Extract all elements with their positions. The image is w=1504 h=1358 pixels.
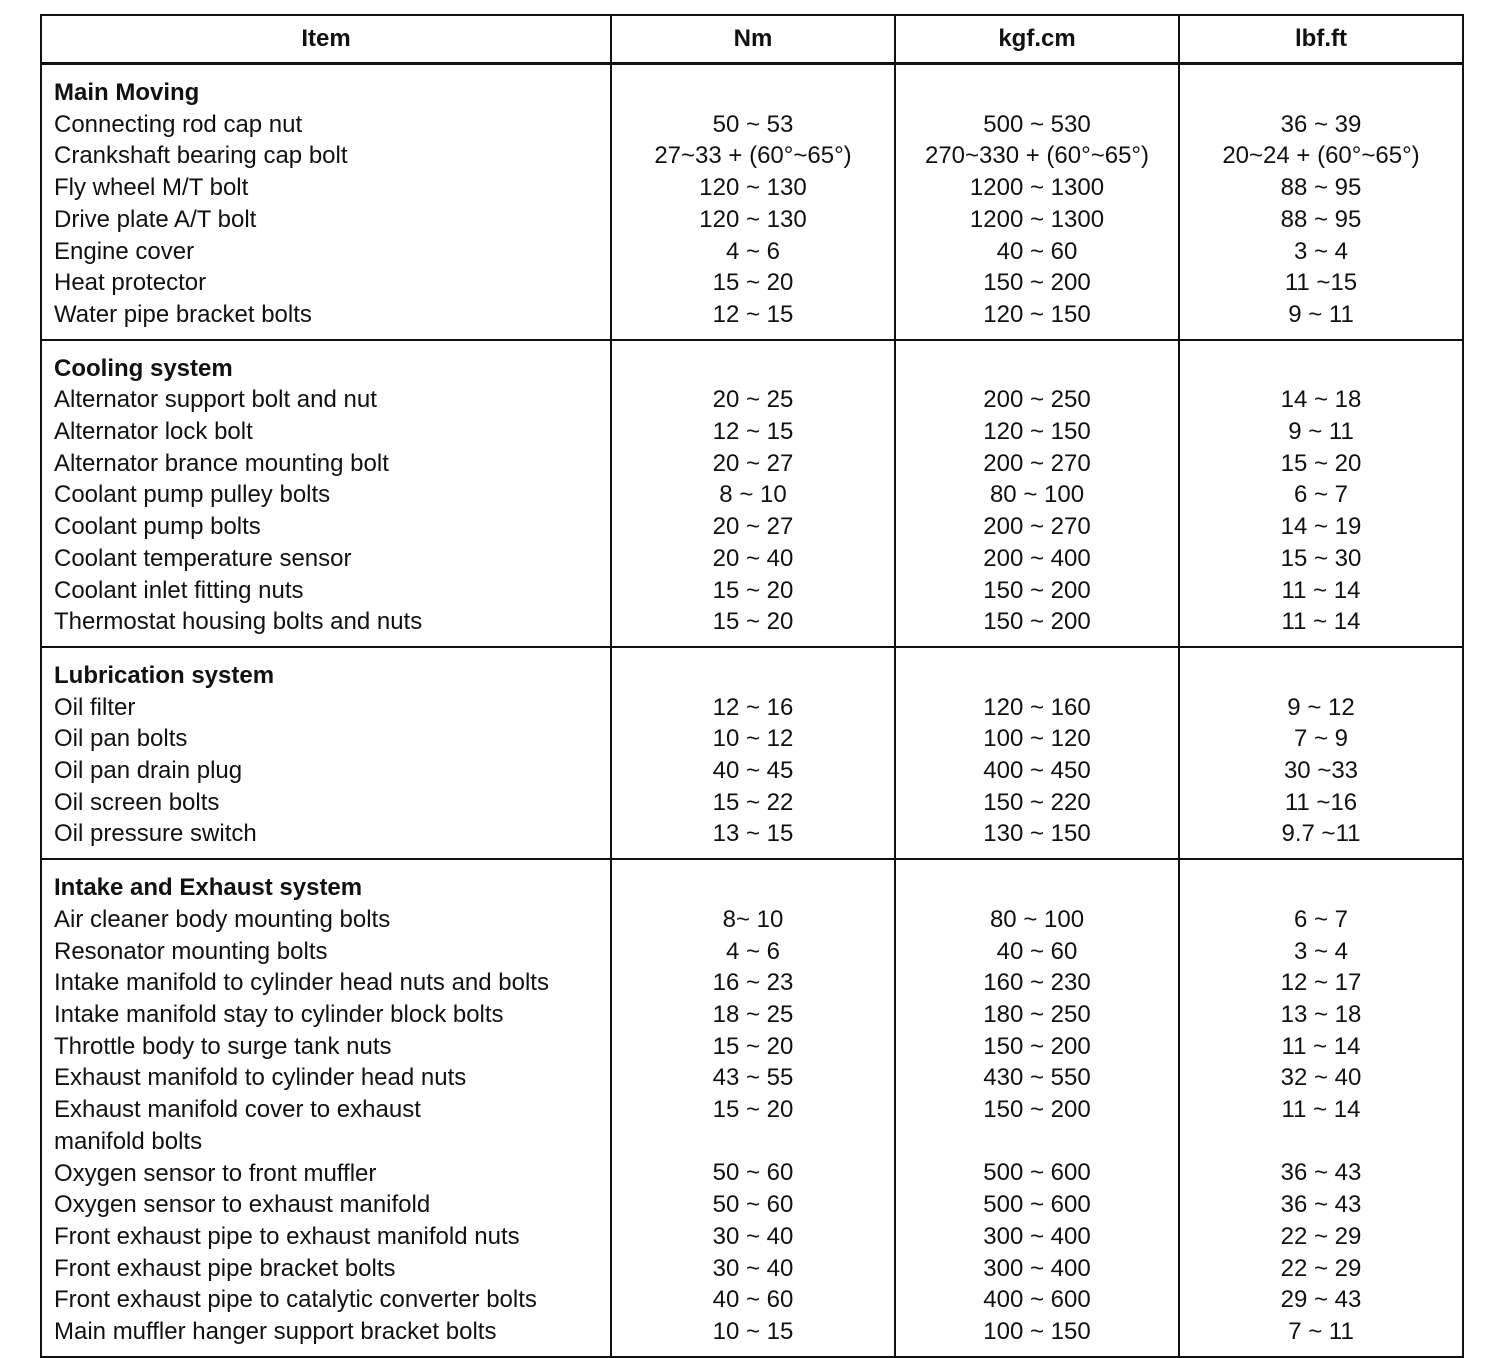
section-spacer bbox=[1180, 77, 1462, 109]
lbf-value: 14 ~ 19 bbox=[1280, 513, 1362, 541]
nm-value: 15 ~ 20 bbox=[712, 1032, 794, 1060]
item-name: Coolant pump bolts bbox=[54, 513, 261, 541]
section-spacer bbox=[896, 872, 1178, 904]
item-name: Front exhaust pipe bracket bolts bbox=[54, 1254, 396, 1282]
kgf-value: 130 ~ 150 bbox=[983, 820, 1091, 848]
lbf-value: 13 ~ 18 bbox=[1280, 1000, 1362, 1028]
nm-value: 50 ~ 60 bbox=[712, 1191, 794, 1219]
nm-value: 30 ~ 40 bbox=[712, 1222, 794, 1250]
kgf-value: 430 ~ 550 bbox=[983, 1064, 1091, 1092]
table-section bbox=[41, 859, 1463, 1357]
lbf-value: 7 ~ 11 bbox=[1288, 1317, 1354, 1345]
kgf-value: 150 ~ 220 bbox=[983, 788, 1091, 816]
item-name: Oil pan drain plug bbox=[54, 757, 243, 785]
lbf-value: 29 ~ 43 bbox=[1280, 1286, 1362, 1314]
nm-value: 10 ~ 12 bbox=[712, 725, 794, 753]
lbf-column-cell bbox=[1179, 340, 1463, 647]
kgf-value: 160 ~ 230 bbox=[983, 969, 1091, 997]
kgf-column-cell bbox=[895, 340, 1179, 647]
item-name: Coolant temperature sensor bbox=[54, 544, 352, 572]
nm-value: 12 ~ 16 bbox=[712, 693, 794, 721]
lbf-value: 22 ~ 29 bbox=[1280, 1222, 1362, 1250]
item-name: Alternator lock bolt bbox=[54, 418, 253, 446]
nm-value: 50 ~ 53 bbox=[712, 110, 794, 138]
section-spacer bbox=[1180, 872, 1462, 904]
header-item: Item bbox=[41, 15, 611, 64]
section-spacer bbox=[612, 353, 894, 385]
section-title: Main Moving bbox=[54, 79, 200, 106]
item-name: Thermostat housing bolts and nuts bbox=[54, 608, 423, 636]
kgf-value: 500 ~ 530 bbox=[983, 110, 1091, 138]
nm-column-cell bbox=[611, 859, 895, 1357]
kgf-value: 150 ~ 200 bbox=[983, 576, 1091, 604]
item-name: Alternator support bolt and nut bbox=[54, 386, 377, 414]
kgf-value: 500 ~ 600 bbox=[983, 1159, 1091, 1187]
nm-value: 12 ~ 15 bbox=[712, 300, 794, 328]
kgf-value: 500 ~ 600 bbox=[983, 1191, 1091, 1219]
kgf-value: 1200 ~ 1300 bbox=[969, 174, 1105, 202]
kgf-value: 100 ~ 120 bbox=[983, 725, 1091, 753]
nm-value: 20 ~ 27 bbox=[712, 513, 794, 541]
item-name: Crankshaft bearing cap bolt bbox=[54, 142, 348, 170]
section-spacer bbox=[896, 353, 1178, 385]
nm-value: 16 ~ 23 bbox=[712, 969, 794, 997]
lbf-column-cell bbox=[1179, 64, 1463, 340]
lbf-value: 11 ~ 14 bbox=[1281, 576, 1361, 604]
item-name: Connecting rod cap nut bbox=[54, 110, 303, 138]
kgf-value: 120 ~ 160 bbox=[983, 693, 1091, 721]
item-name: Water pipe bracket bolts bbox=[54, 300, 312, 328]
nm-column-cell bbox=[611, 64, 895, 340]
lbf-value: 3 ~ 4 bbox=[1293, 937, 1349, 965]
header-kgf-cm: kgf.cm bbox=[895, 15, 1179, 64]
kgf-value: 180 ~ 250 bbox=[983, 1000, 1091, 1028]
table-section bbox=[41, 340, 1463, 647]
table-section bbox=[41, 647, 1463, 859]
item-column-cell bbox=[41, 340, 611, 647]
section-spacer bbox=[612, 660, 894, 692]
kgf-value: 150 ~ 200 bbox=[983, 1032, 1091, 1060]
kgf-value: 120 ~ 150 bbox=[983, 418, 1091, 446]
lbf-value: 11 ~16 bbox=[1284, 788, 1358, 816]
item-name: Drive plate A/T bolt bbox=[54, 205, 257, 233]
item-name: Oil pan bolts bbox=[54, 725, 188, 753]
lbf-value: 6 ~ 7 bbox=[1293, 481, 1349, 509]
nm-value: 15 ~ 20 bbox=[712, 608, 794, 636]
lbf-value: 3 ~ 4 bbox=[1293, 237, 1349, 265]
nm-value: 40 ~ 45 bbox=[712, 757, 794, 785]
item-name: Oil screen bolts bbox=[54, 788, 220, 816]
nm-value: 20 ~ 27 bbox=[712, 449, 794, 477]
kgf-value: 40 ~ 60 bbox=[996, 237, 1078, 265]
lbf-value: 36 ~ 43 bbox=[1280, 1159, 1362, 1187]
nm-value: 43 ~ 55 bbox=[712, 1064, 794, 1092]
nm-value: 40 ~ 60 bbox=[712, 1286, 794, 1314]
item-name: Engine cover bbox=[54, 237, 195, 265]
item-name: Front exhaust pipe to catalytic converter bolts bbox=[54, 1286, 537, 1314]
section-title: Lubrication system bbox=[54, 661, 275, 689]
item-name: Oil filter bbox=[54, 693, 136, 721]
item-name: Heat protector bbox=[54, 269, 207, 297]
nm-value: 15 ~ 22 bbox=[712, 788, 794, 816]
item-name: Oxygen sensor to front muffler bbox=[54, 1159, 377, 1187]
lbf-value: 20~24 + (60°~65°) bbox=[1222, 142, 1420, 170]
nm-value: 15 ~ 20 bbox=[712, 269, 794, 297]
kgf-column-cell bbox=[895, 647, 1179, 859]
item-name: Front exhaust pipe to exhaust manifold nuts bbox=[54, 1222, 520, 1250]
lbf-value: 9 ~ 11 bbox=[1288, 418, 1354, 446]
kgf-value: 200 ~ 400 bbox=[983, 544, 1091, 572]
nm-value: 120 ~ 130 bbox=[699, 174, 807, 202]
kgf-value: 100 ~ 150 bbox=[983, 1317, 1091, 1345]
nm-value: 30 ~ 40 bbox=[712, 1254, 794, 1282]
kgf-value: 300 ~ 400 bbox=[983, 1222, 1091, 1250]
section-row bbox=[41, 859, 1463, 1357]
item-name: Fly wheel M/T bolt bbox=[54, 174, 249, 202]
item-name: Intake manifold to cylinder head nuts and bolts bbox=[54, 969, 549, 997]
item-name: Coolant pump pulley bolts bbox=[54, 481, 331, 509]
section-row bbox=[41, 64, 1463, 340]
kgf-value: 150 ~ 200 bbox=[983, 269, 1091, 297]
nm-value: 4 ~ 6 bbox=[725, 937, 781, 965]
lbf-value: 9.7 ~11 bbox=[1281, 820, 1361, 848]
section-spacer bbox=[1180, 353, 1462, 385]
lbf-value: 15 ~ 20 bbox=[1280, 449, 1362, 477]
lbf-value: 36 ~ 39 bbox=[1280, 110, 1362, 138]
item-name: Intake manifold stay to cylinder block bolts bbox=[54, 1000, 504, 1028]
nm-value: 15 ~ 20 bbox=[712, 576, 794, 604]
item-name: Exhaust manifold cover to exhaust manifold bolts bbox=[54, 1096, 421, 1155]
nm-value: 8~ 10 bbox=[722, 905, 784, 933]
header-row bbox=[41, 15, 1463, 64]
lbf-value: 6 ~ 7 bbox=[1293, 905, 1349, 933]
lbf-value: 14 ~ 18 bbox=[1280, 386, 1362, 414]
lbf-value: 11 ~15 bbox=[1284, 269, 1358, 297]
kgf-column-cell bbox=[895, 859, 1179, 1357]
table-section bbox=[41, 64, 1463, 340]
item-name: Resonator mounting bolts bbox=[54, 937, 328, 965]
section-row bbox=[41, 647, 1463, 859]
item-name: Oxygen sensor to exhaust manifold bbox=[54, 1191, 431, 1219]
lbf-value: 11 ~ 14 bbox=[1281, 1032, 1361, 1060]
nm-value: 15 ~ 20 bbox=[712, 1096, 794, 1124]
kgf-value: 40 ~ 60 bbox=[996, 937, 1078, 965]
kgf-value: 150 ~ 200 bbox=[983, 1096, 1091, 1124]
nm-value: 12 ~ 15 bbox=[712, 418, 794, 446]
header-lbf-ft: lbf.ft bbox=[1179, 15, 1463, 64]
lbf-value: 88 ~ 95 bbox=[1280, 174, 1362, 202]
item-name: Exhaust manifold to cylinder head nuts bbox=[54, 1064, 467, 1092]
section-title: Cooling system bbox=[54, 354, 233, 382]
lbf-value: 22 ~ 29 bbox=[1280, 1254, 1362, 1282]
section-spacer bbox=[1180, 660, 1462, 692]
kgf-value: 80 ~ 100 bbox=[989, 905, 1085, 933]
nm-value: 8 ~ 10 bbox=[719, 481, 787, 509]
lbf-value: 15 ~ 30 bbox=[1280, 544, 1362, 572]
lbf-value: 36 ~ 43 bbox=[1280, 1191, 1362, 1219]
nm-value: 18 ~ 25 bbox=[712, 1000, 794, 1028]
kgf-value: 270~330 + (60°~65°) bbox=[924, 142, 1150, 170]
lbf-value: 7 ~ 9 bbox=[1293, 725, 1349, 753]
lbf-column-cell bbox=[1179, 859, 1463, 1357]
kgf-value: 1200 ~ 1300 bbox=[969, 205, 1105, 233]
section-spacer bbox=[896, 660, 1178, 692]
lbf-value: 9 ~ 12 bbox=[1287, 693, 1355, 721]
item-name: Coolant inlet fitting nuts bbox=[54, 576, 304, 604]
section-title: Intake and Exhaust system bbox=[54, 874, 363, 902]
nm-value: 50 ~ 60 bbox=[712, 1159, 794, 1187]
kgf-value: 400 ~ 600 bbox=[983, 1286, 1091, 1314]
kgf-value: 200 ~ 270 bbox=[983, 449, 1091, 477]
kgf-value: 150 ~ 200 bbox=[983, 608, 1091, 636]
section-spacer bbox=[612, 77, 894, 109]
nm-value: 27~33 + (60°~65°) bbox=[654, 142, 852, 170]
lbf-column-cell bbox=[1179, 647, 1463, 859]
lbf-value: 88 ~ 95 bbox=[1280, 205, 1362, 233]
item-name: Alternator brance mounting bolt bbox=[54, 449, 389, 477]
lbf-value: 12 ~ 17 bbox=[1280, 969, 1362, 997]
nm-value: 120 ~ 130 bbox=[699, 205, 807, 233]
lbf-value: 11 ~ 14 bbox=[1281, 1096, 1361, 1124]
nm-column-cell bbox=[611, 340, 895, 647]
nm-value: 4 ~ 6 bbox=[725, 237, 781, 265]
torque-spec-table bbox=[40, 14, 1464, 1358]
item-name: Main muffler hanger support bracket bolts bbox=[54, 1318, 497, 1346]
kgf-value: 300 ~ 400 bbox=[983, 1254, 1091, 1282]
kgf-column-cell bbox=[895, 64, 1179, 340]
lbf-value: 11 ~ 14 bbox=[1281, 608, 1361, 636]
lbf-value: 30 ~33 bbox=[1283, 757, 1359, 785]
item-column-cell bbox=[41, 859, 611, 1357]
lbf-value: 9 ~ 11 bbox=[1288, 300, 1354, 328]
nm-column-cell bbox=[611, 647, 895, 859]
kgf-value: 200 ~ 270 bbox=[983, 513, 1091, 541]
nm-value: 10 ~ 15 bbox=[712, 1317, 794, 1345]
nm-value: 20 ~ 25 bbox=[712, 386, 794, 414]
nm-value: 13 ~ 15 bbox=[712, 820, 794, 848]
section-row bbox=[41, 340, 1463, 647]
kgf-value: 80 ~ 100 bbox=[989, 481, 1085, 509]
nm-value: 20 ~ 40 bbox=[712, 544, 794, 572]
item-name: Oil pressure switch bbox=[54, 820, 257, 848]
item-name: Air cleaner body mounting bolts bbox=[54, 905, 391, 933]
kgf-value: 400 ~ 450 bbox=[983, 757, 1091, 785]
section-spacer bbox=[896, 77, 1178, 109]
item-column-cell bbox=[41, 647, 611, 859]
lbf-value: 32 ~ 40 bbox=[1280, 1064, 1362, 1092]
item-column-cell bbox=[41, 64, 611, 340]
kgf-value: 120 ~ 150 bbox=[983, 300, 1091, 328]
kgf-value: 200 ~ 250 bbox=[983, 386, 1091, 414]
header-nm: Nm bbox=[611, 15, 895, 64]
item-name: Throttle body to surge tank nuts bbox=[54, 1032, 392, 1060]
section-spacer bbox=[612, 872, 894, 904]
